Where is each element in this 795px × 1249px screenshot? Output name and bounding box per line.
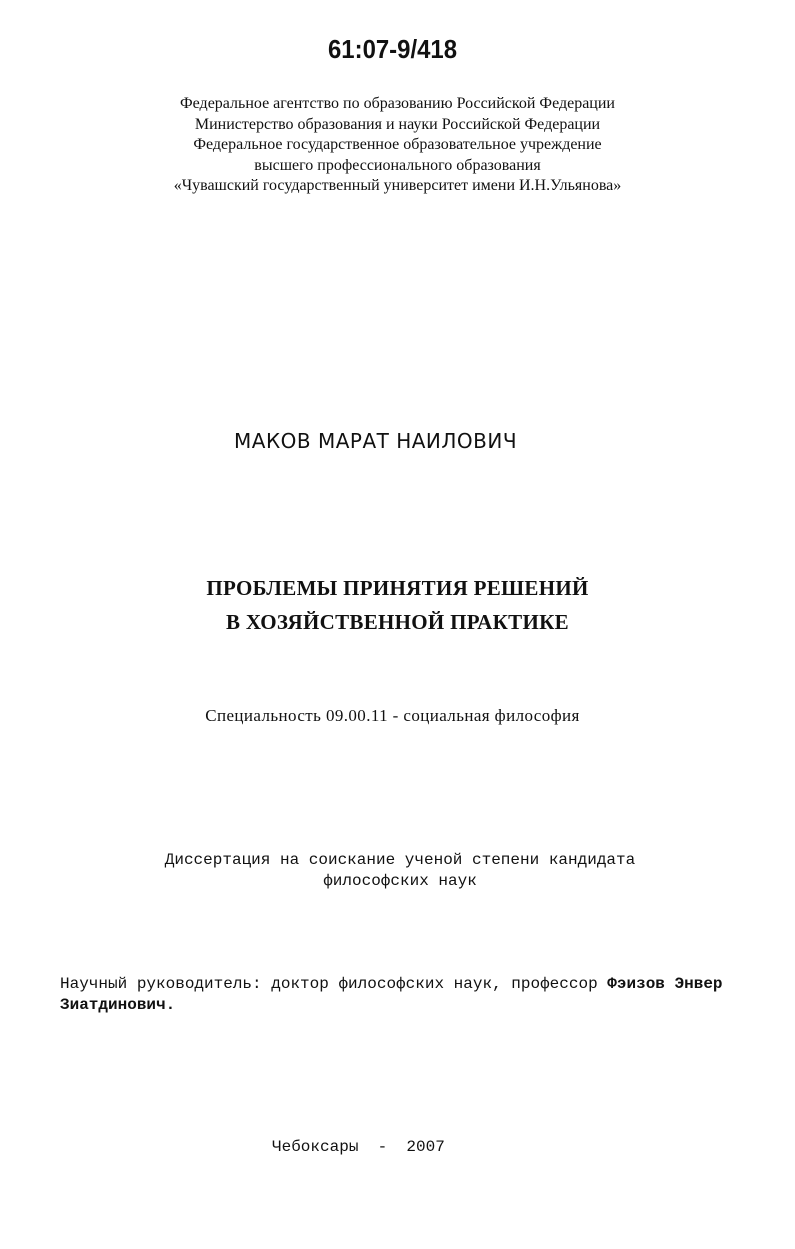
degree-line-1: Диссертация на соискание ученой степени кандидата [164,851,636,869]
specialty: Специальность 09.00.11 - социальная философия [205,706,580,725]
city-year: Чебоксары - 2007 [272,1138,445,1156]
title-line-2: В ХОЗЯЙСТВЕННОЙ ПРАКТИКЕ [226,610,569,634]
institution-line: Федеральное государственное образовательное учреждение [193,136,602,153]
title-line-1: ПРОБЛЕМЫ ПРИНЯТИЯ РЕШЕНИЙ [206,576,589,600]
institution-line: «Чувашский государственный университет имени И.Н.Ульянова» [173,177,622,194]
catalog-code: 61:07-9/418 [328,34,458,64]
degree-statement [140,850,660,892]
advisor-name: Фэизов Энвер Зиатдинович. [60,975,723,1014]
institution-line: высшего профессионального образования [254,156,541,174]
dissertation-title [170,571,625,639]
institutions-block [150,94,645,197]
advisor-prefix: Научный руководитель: доктор философских наук, профессор [60,975,608,993]
institution-line: Федеральное агентство по образованию Российской Федерации [180,95,615,112]
scientific-advisor [60,974,730,1016]
author-name: МАКОВ МАРАТ НАИЛОВИЧ [234,429,518,453]
degree-line-2: философских наук [323,872,477,890]
institution-line: Министерство образования и науки Российской Федерации [194,115,601,133]
